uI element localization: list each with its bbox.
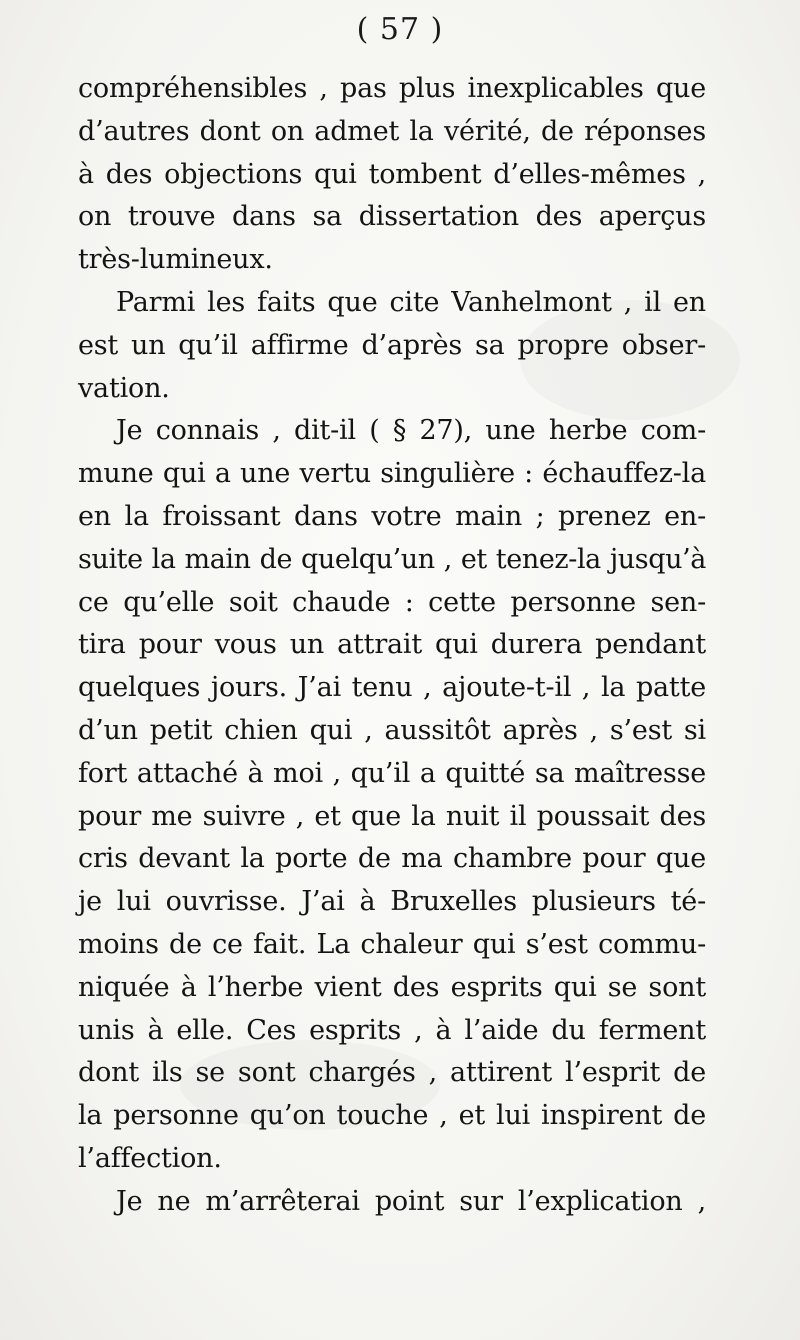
text-line: d’un petit chien qui , aussitôt après , s’est si: [78, 714, 706, 746]
text-line: dont ils se sont chargés , attirent l’esprit de: [78, 1057, 706, 1089]
text-line: très-lumineux.: [78, 244, 273, 276]
text-line: compréhensibles , pas plus inexplicables que: [78, 73, 706, 104]
text-line: Je ne m’arrêterai point sur l’explication ,: [116, 1185, 706, 1217]
text-line: fort attaché à moi , qu’il a quitté sa maîtresse: [78, 757, 706, 789]
page-number: ( 57 ): [356, 12, 444, 47]
text-line: la personne qu’on touche , et lui inspirent de: [78, 1100, 706, 1132]
text-line: quelques jours. J’ai tenu , ajoute-t-il , la patte: [78, 672, 706, 704]
text-line: tira pour vous un attrait qui durera pendant: [78, 629, 706, 661]
text-line: pour me suivre , et que la nuit il poussait des: [78, 800, 706, 832]
text-line: en la froissant dans votre main ; prenez en-: [78, 500, 706, 532]
text-line: vation.: [78, 372, 170, 404]
text-line: d’autres dont on admet la vérité, de réponses: [78, 115, 706, 147]
text-line: Parmi les faits que cite Vanhelmont , il en: [116, 286, 706, 318]
text-line: niquée à l’herbe vient des esprits qui se sont: [78, 971, 706, 1003]
text-line: on trouve dans sa dissertation des aperçus: [78, 201, 706, 233]
text-line: ce qu’elle soit chaude : cette personne sen-: [78, 586, 706, 618]
text-line: mune qui a une vertu singulière : échauffez-la: [78, 458, 706, 490]
text-line: moins de ce fait. La chaleur qui s’est commu-: [78, 928, 706, 960]
text-line: est un qu’il affirme d’après sa propre obser-: [78, 329, 706, 361]
text-line: unis à elle. Ces esprits , à l’aide du ferment: [78, 1014, 706, 1046]
text-line: Je connais , dit-il ( § 27), une herbe com-: [116, 415, 706, 447]
text-line: je lui ouvrisse. J’ai à Bruxelles plusieurs té-: [78, 886, 706, 918]
text-line: cris devant la porte de ma chambre pour que: [78, 843, 706, 875]
text-line: l’affection.: [78, 1142, 222, 1174]
text-line: à des objections qui tombent d’elles-mêmes ,: [78, 158, 706, 190]
body-text: [78, 68, 706, 1224]
text-line: suite la main de quelqu’un , et tenez-la jusqu’à: [78, 543, 706, 575]
